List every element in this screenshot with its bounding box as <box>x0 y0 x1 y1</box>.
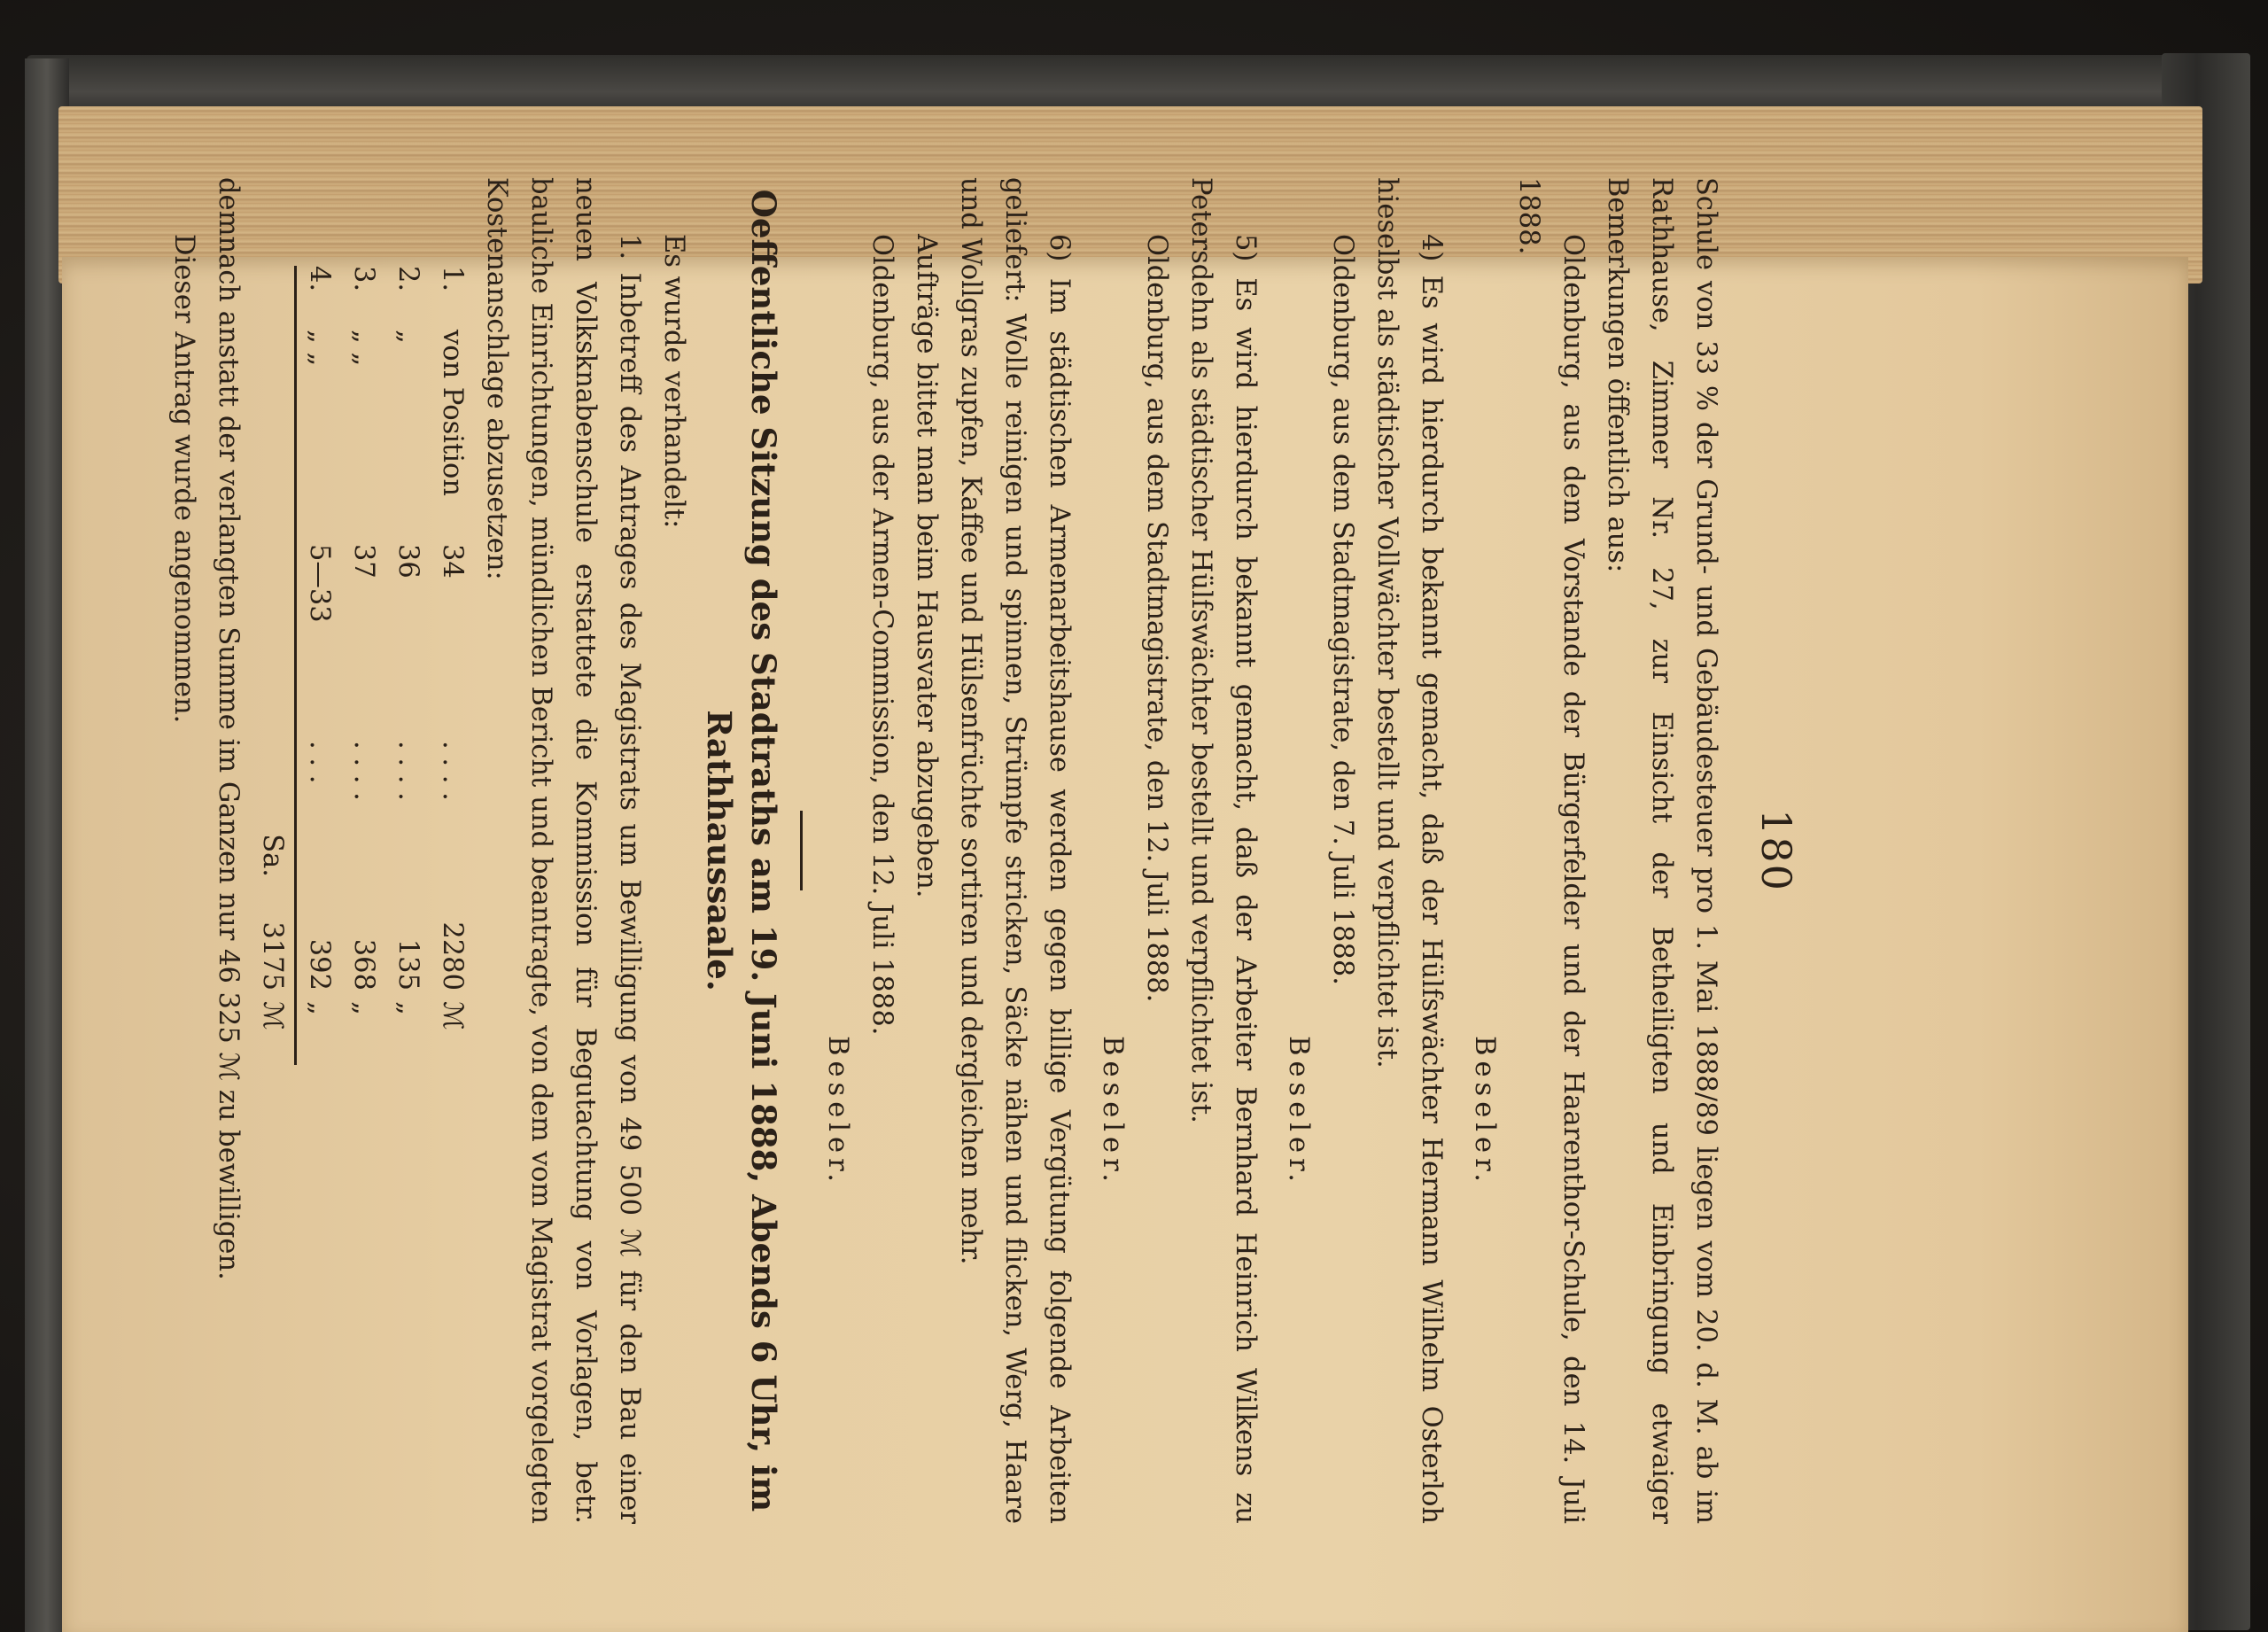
row-leader-dots: . . . . <box>437 741 468 801</box>
row-position: 36 <box>392 544 423 579</box>
paragraph-6-note: Aufträge bittet man beim Hausvater abzugeben. <box>911 234 942 898</box>
session-result: Dieser Antrag wurde angenommen. <box>168 234 199 724</box>
paragraph-4-signature: Beseler. <box>1283 1036 1314 1187</box>
row-amount: 2280 <box>437 921 468 991</box>
row-amount: 392 <box>304 938 335 991</box>
paragraph-5-signature: Beseler. <box>1097 1036 1128 1187</box>
session-intro: Es wurde verhandelt: <box>658 234 689 529</box>
section-divider <box>800 811 803 890</box>
row-label: „ <box>392 330 423 344</box>
table-row <box>430 266 474 1065</box>
row-position: 34 <box>437 544 468 579</box>
page-body <box>161 177 1728 1524</box>
paragraph-6: 6) Im städtischen Armenarbeitshause werden gegen billige Vergütung folgende Arbeiten geliefert: Wolle reinigen und spinnen, Strümpfe stricken, Säcke nähen und flicken, Werg, Haare und Wollgras zupfen, Kaffee und Hülsenfrüchte sortiren und dergleichen mehr. <box>955 177 1075 1524</box>
row-label: „ „ <box>304 330 335 367</box>
row-leader-dots: . . . <box>304 741 335 784</box>
table-row <box>341 266 385 1065</box>
session-conclusion: demnach anstatt der verlangten Summe im Ganzen nur 46 325 ℳ zu bewilligen. <box>213 177 244 1280</box>
row-label: „ „ <box>348 330 379 367</box>
sum-amount: 3175 <box>250 893 296 1001</box>
sum-label: Sa. <box>250 266 296 893</box>
paragraph-5-dateline: Oldenburg, aus dem Stadtmagistrate, den 12. Juli 1888. <box>1141 234 1172 1003</box>
sum-unit: ℳ <box>250 1001 296 1065</box>
row-number: 1. <box>437 266 468 292</box>
page-number: 180 <box>1752 809 1800 892</box>
row-number: 4. <box>304 266 335 292</box>
row-leader-dots: . . . . <box>348 741 379 801</box>
sum-row <box>250 266 296 1065</box>
row-position: 5—33 <box>304 544 335 623</box>
row-unit: „ <box>392 1001 423 1015</box>
paragraph-5: 5) Es wird hierdurch bekannt gemacht, daß der Arbeiter Bernhard Heinrich Wilkens zu Petersdehn als städtischer Hülfswächter bestellt und verpflichtet ist. <box>1185 177 1261 1524</box>
row-label: von Position <box>437 330 468 497</box>
intro-paragraph: Schule von 33 % der Grund- und Gebäudesteuer pro 1. Mai 1888/89 liegen vom 20. d. M. ab im Rathhause, Zimmer Nr. 27, zur Einsicht der Betheiligten und Einbringung etwaiger Bemerkungen öffentlich aus: <box>1602 177 1721 1524</box>
deductions-table <box>250 266 474 1065</box>
paragraph-4-dateline: Oldenburg, aus dem Stadtmagistrate, den 7. Juli 1888. <box>1327 234 1358 985</box>
paragraph-4: 4) Es wird hierdurch bekannt gemacht, daß der Hülfswächter Hermann Wilhelm Osterloh hieselbst als städtischer Vollwächter bestellt und verpflichtet ist. <box>1371 177 1447 1524</box>
row-leader-dots: . . . . <box>392 741 423 801</box>
row-number: 2. <box>392 266 423 292</box>
table-row <box>296 266 342 1065</box>
session-item-1: 1. Inbetreff des Antrages des Magistrats um Bewilligung von 49 500 ℳ für den Bau einer neuen Volksknabenschule erstattete die Kommission für Begutachtung von Vorlagen, betr. bauliche Einrichtungen, mündlichen Bericht und beantragte, von dem vom Magistrat vorgelegten Kostenanschlage abzusetzen: <box>481 177 645 1524</box>
paragraph-6-dateline: Oldenburg, aus der Armen-Commission, den 12. Juli 1888. <box>866 234 897 1036</box>
paragraph-6-signature: Beseler. <box>822 1036 853 1187</box>
table-row <box>385 266 430 1065</box>
intro-dateline: Oldenburg, aus dem Vorstande der Bürgerfelder und der Haarenthor-Schule, den 14. Juli 1888. <box>1513 177 1588 1524</box>
rotated-text-block <box>168 142 1816 1559</box>
session-heading: Oeffentliche Sitzung des Stadtraths am 19. Juni 1888, Abends 6 Uhr, im Rathhaussaale. <box>700 189 783 1512</box>
row-unit: „ <box>348 1001 379 1015</box>
row-unit: ℳ <box>437 1001 468 1030</box>
row-number: 3. <box>348 266 379 292</box>
row-amount: 135 <box>392 938 423 991</box>
intro-signature: Beseler. <box>1469 1036 1500 1187</box>
row-position: 37 <box>348 544 379 579</box>
row-unit: „ <box>304 1001 335 1015</box>
row-amount: 368 <box>348 938 379 991</box>
